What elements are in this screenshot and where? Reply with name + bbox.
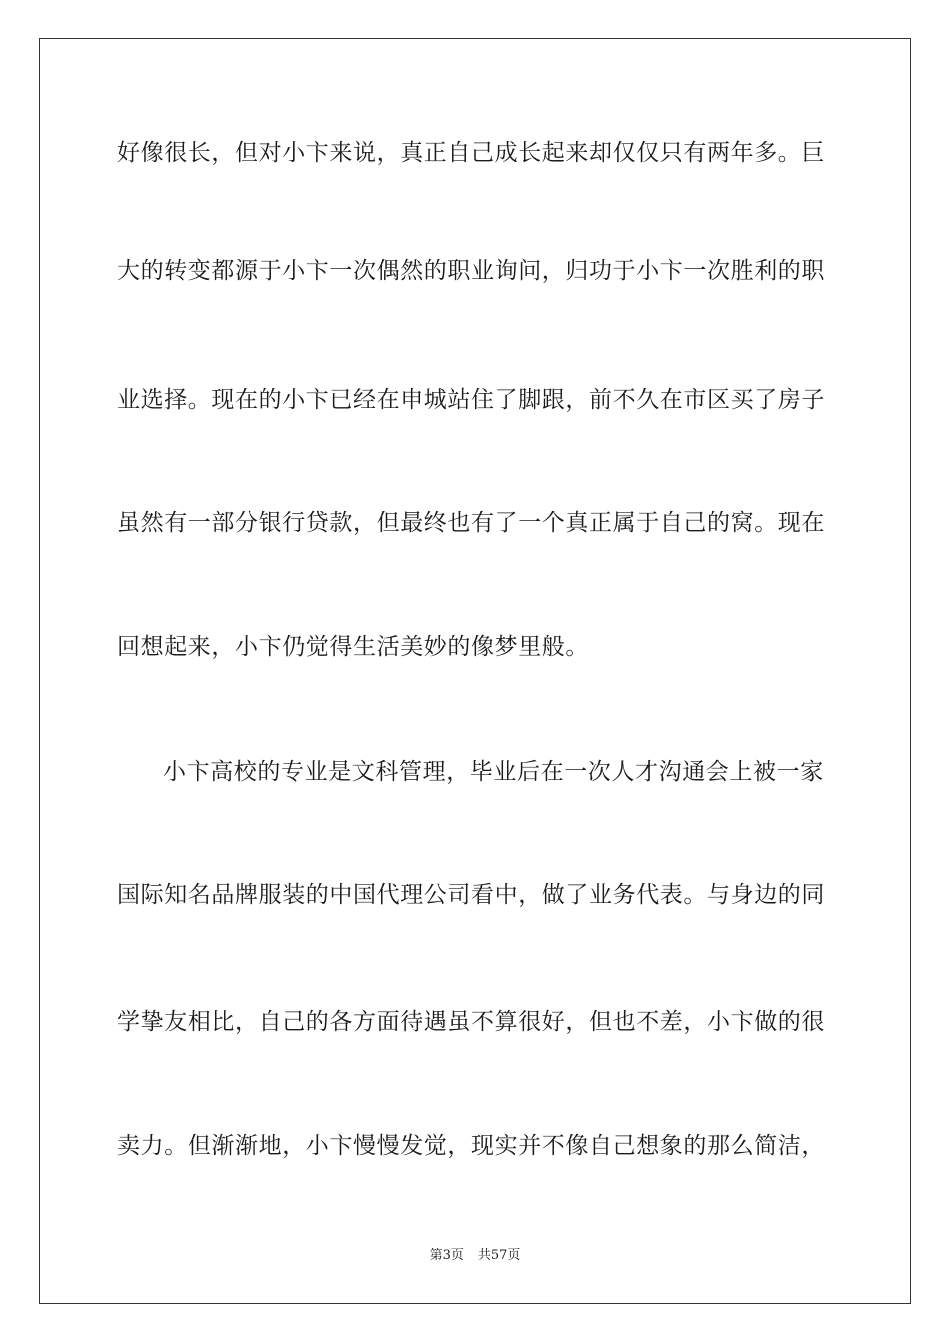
text-line-9: 卖力。但渐渐地，小卞慢慢发觉，现实并不像自己想象的那么简洁，	[117, 1133, 825, 1159]
text-line-2: 大的转变都源于小卞一次偶然的职业询问，归功于小卞一次胜利的职	[117, 258, 825, 284]
text-line-4: 虽然有一部分银行贷款，但最终也有了一个真正属于自己的窝。现在	[117, 510, 825, 536]
page-number-total: 共57页	[477, 1248, 521, 1263]
text-line-1: 好像很长，但对小卞来说，真正自己成长起来却仅仅只有两年多。巨	[117, 140, 825, 166]
page-number-current: 第3页	[429, 1248, 464, 1263]
text-line-3: 业选择。现在的小卞已经在申城站住了脚跟，前不久在市区买了房子	[117, 387, 825, 413]
text-line-5: 回想起来，小卞仍觉得生活美妙的像梦里般。	[117, 634, 589, 660]
page-border	[39, 38, 911, 1304]
page-footer	[0, 1247, 950, 1265]
text-line-8: 学挚友相比，自己的各方面待遇虽不算很好，但也不差，小卞做的很	[117, 1009, 825, 1035]
paragraph-indent-line: 小卞高校的专业是文科管理，毕业后在一次人才沟通会上被一家	[163, 759, 824, 785]
text-line-7: 国际知名品牌服装的中国代理公司看中，做了业务代表。与身边的同	[117, 882, 825, 908]
